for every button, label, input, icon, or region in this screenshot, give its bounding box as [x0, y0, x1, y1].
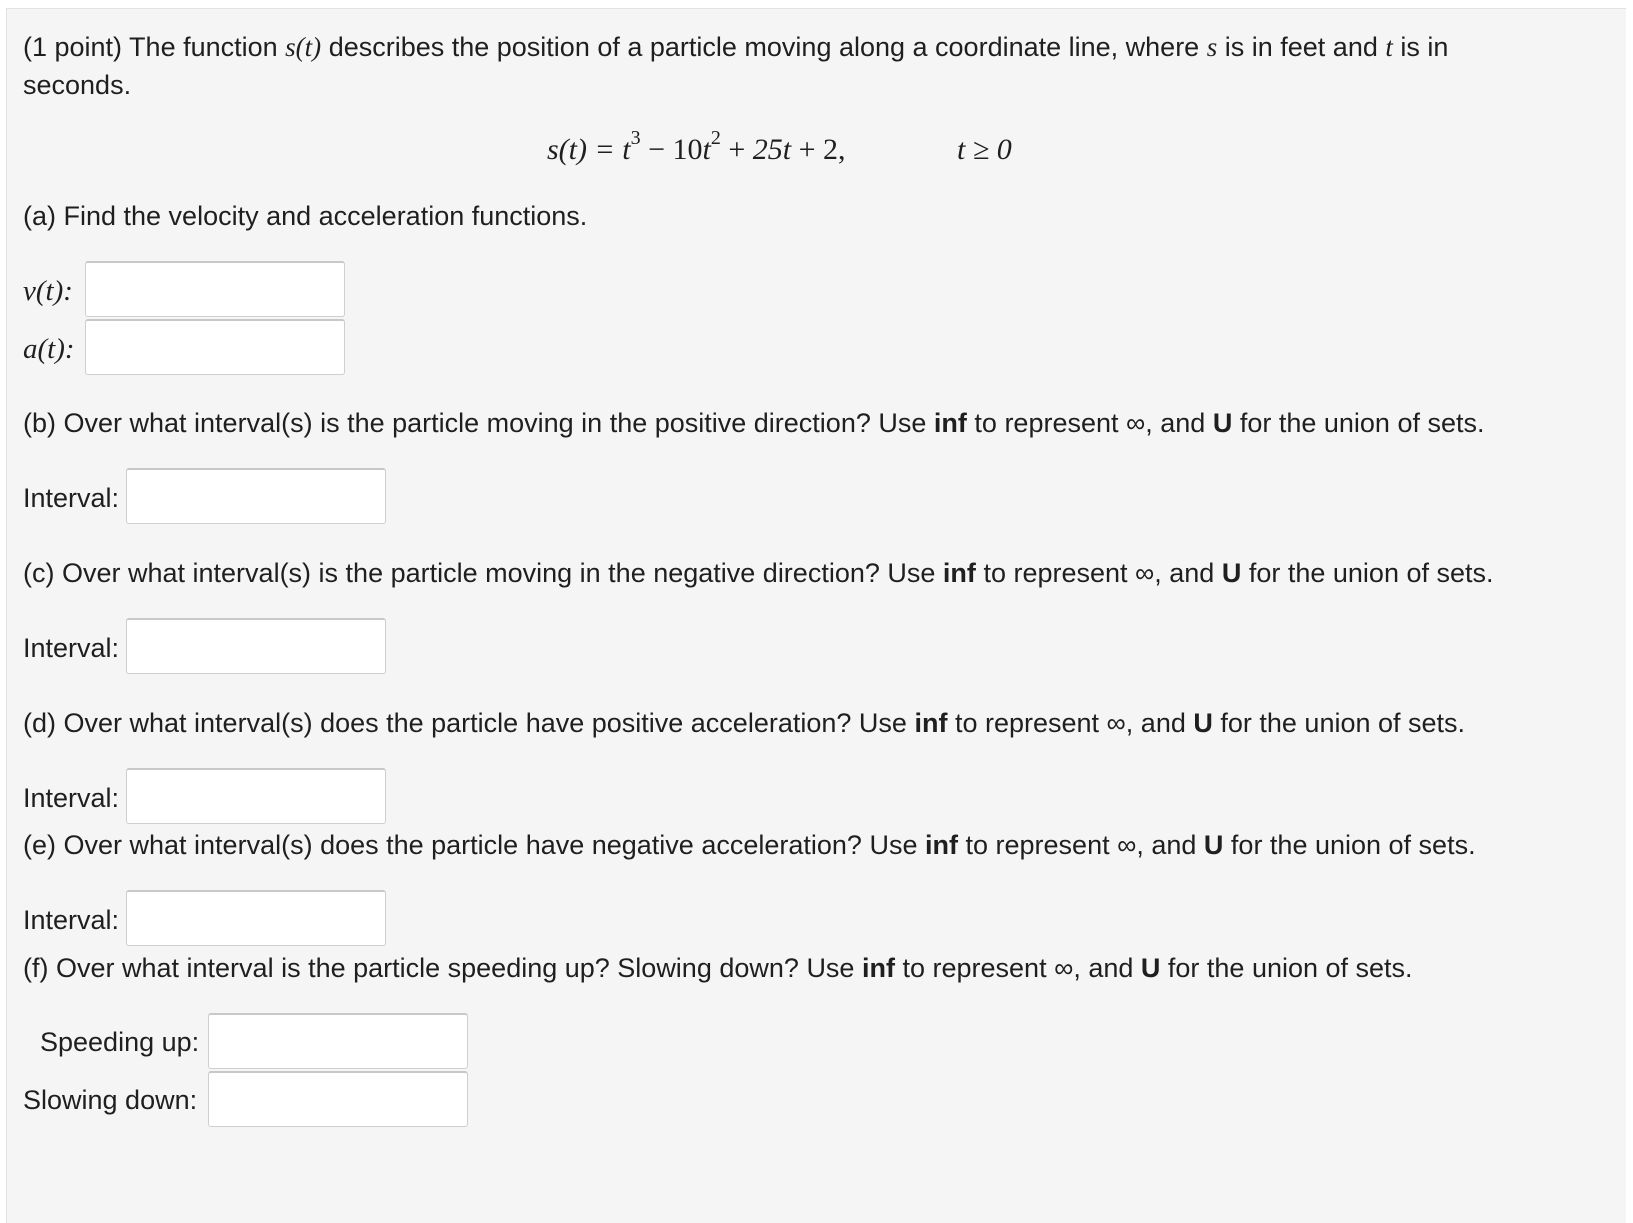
intro-middle-3: is in: [1400, 32, 1449, 62]
positive-acceleration-input[interactable]: [126, 768, 386, 824]
equation-term2: t: [702, 133, 711, 166]
negative-direction-input[interactable]: [126, 618, 386, 674]
hint-u: U: [1140, 953, 1161, 983]
equation-term3: 25t: [752, 133, 792, 166]
hint-use: Use: [806, 953, 855, 983]
equation-term4: 2,: [823, 133, 846, 166]
part-d-question: [23, 707, 1465, 739]
position-equation: [547, 127, 846, 168]
part-e-question: [23, 829, 1476, 861]
slowing-down-label: Slowing down:: [23, 1085, 198, 1115]
hint-union: for the union of sets.: [1230, 830, 1476, 860]
equation-constraint: t ≥ 0: [957, 133, 1012, 166]
hint-use: Use: [858, 708, 907, 738]
hint-union: for the union of sets.: [1220, 708, 1466, 738]
velocity-input[interactable]: [85, 261, 345, 317]
part-f-question: [23, 952, 1413, 984]
velocity-label: v(t):: [23, 275, 73, 307]
intro-line-1: [23, 31, 1448, 63]
equation-op3: +: [798, 133, 816, 166]
part-c-question-text: (c) Over what interval(s) is the particle moving in the negative direction?: [23, 558, 880, 588]
speeding-up-input[interactable]: [208, 1013, 468, 1069]
hint-union: for the union of sets.: [1167, 953, 1413, 983]
hint-inf: inf: [933, 408, 967, 438]
part-b-interval-label: Interval:: [23, 483, 120, 513]
equation-lhs: s(t) =: [547, 133, 615, 166]
hint-use: Use: [869, 830, 918, 860]
hint-inf: inf: [914, 708, 948, 738]
hint-use: Use: [887, 558, 936, 588]
part-b-question-text: (b) Over what interval(s) is the particle moving in the positive direction?: [23, 408, 871, 438]
hint-u: U: [1203, 830, 1224, 860]
part-d-question-text: (d) Over what interval(s) does the particle have positive acceleration?: [23, 708, 852, 738]
equation-op2: +: [728, 133, 746, 166]
hint-use: Use: [878, 408, 927, 438]
part-b-question: [23, 407, 1485, 439]
intro-middle-1: describes the position of a particle moving along a coordinate line, where: [328, 32, 1200, 62]
hint-to-represent: to represent ∞, and: [965, 830, 1197, 860]
equation-term1: t: [622, 133, 631, 166]
hint-u: U: [1193, 708, 1213, 738]
hint-u: U: [1221, 558, 1242, 588]
equation-term2-coef: 10: [672, 133, 703, 166]
part-c-interval-label: Interval:: [23, 633, 120, 663]
var-t: t: [1385, 32, 1393, 62]
equation-term2-exp: 2: [710, 127, 721, 149]
part-d-interval-label: Interval:: [23, 783, 120, 813]
hint-union: for the union of sets.: [1248, 558, 1494, 588]
part-e-question-text: (e) Over what interval(s) does the particle have negative acceleration?: [23, 830, 862, 860]
part-c-question: [23, 557, 1494, 589]
hint-to-represent: to represent ∞, and: [974, 408, 1206, 438]
slowing-down-input[interactable]: [208, 1071, 468, 1127]
intro-line-2: seconds.: [23, 70, 132, 100]
part-a-question: (a) Find the velocity and acceleration functions.: [23, 201, 588, 231]
hint-to-represent: to represent ∞, and: [954, 708, 1186, 738]
equation-op1: −: [648, 133, 665, 166]
function-name: s(t): [285, 32, 322, 62]
hint-to-represent: to represent ∞, and: [902, 953, 1134, 983]
intro-middle-2: is in feet and: [1224, 32, 1378, 62]
part-e-interval-label: Interval:: [23, 905, 120, 935]
part-f-question-text: (f) Over what interval is the particle speeding up? Slowing down?: [23, 953, 799, 983]
intro-prefix: (1 point) The function: [23, 32, 278, 62]
positive-direction-input[interactable]: [126, 468, 386, 524]
hint-inf: inf: [924, 830, 958, 860]
hint-u: U: [1212, 408, 1233, 438]
hint-to-represent: to represent ∞, and: [983, 558, 1215, 588]
hint-inf: inf: [942, 558, 976, 588]
hint-inf: inf: [861, 953, 895, 983]
equation-term1-exp: 3: [630, 127, 641, 149]
acceleration-label: a(t):: [23, 333, 75, 365]
var-s: s: [1206, 32, 1218, 62]
speeding-up-label: Speeding up:: [40, 1027, 200, 1057]
hint-union: for the union of sets.: [1239, 408, 1485, 438]
problem-panel: [6, 8, 1626, 1223]
negative-acceleration-input[interactable]: [126, 890, 386, 946]
acceleration-input[interactable]: [85, 319, 345, 375]
